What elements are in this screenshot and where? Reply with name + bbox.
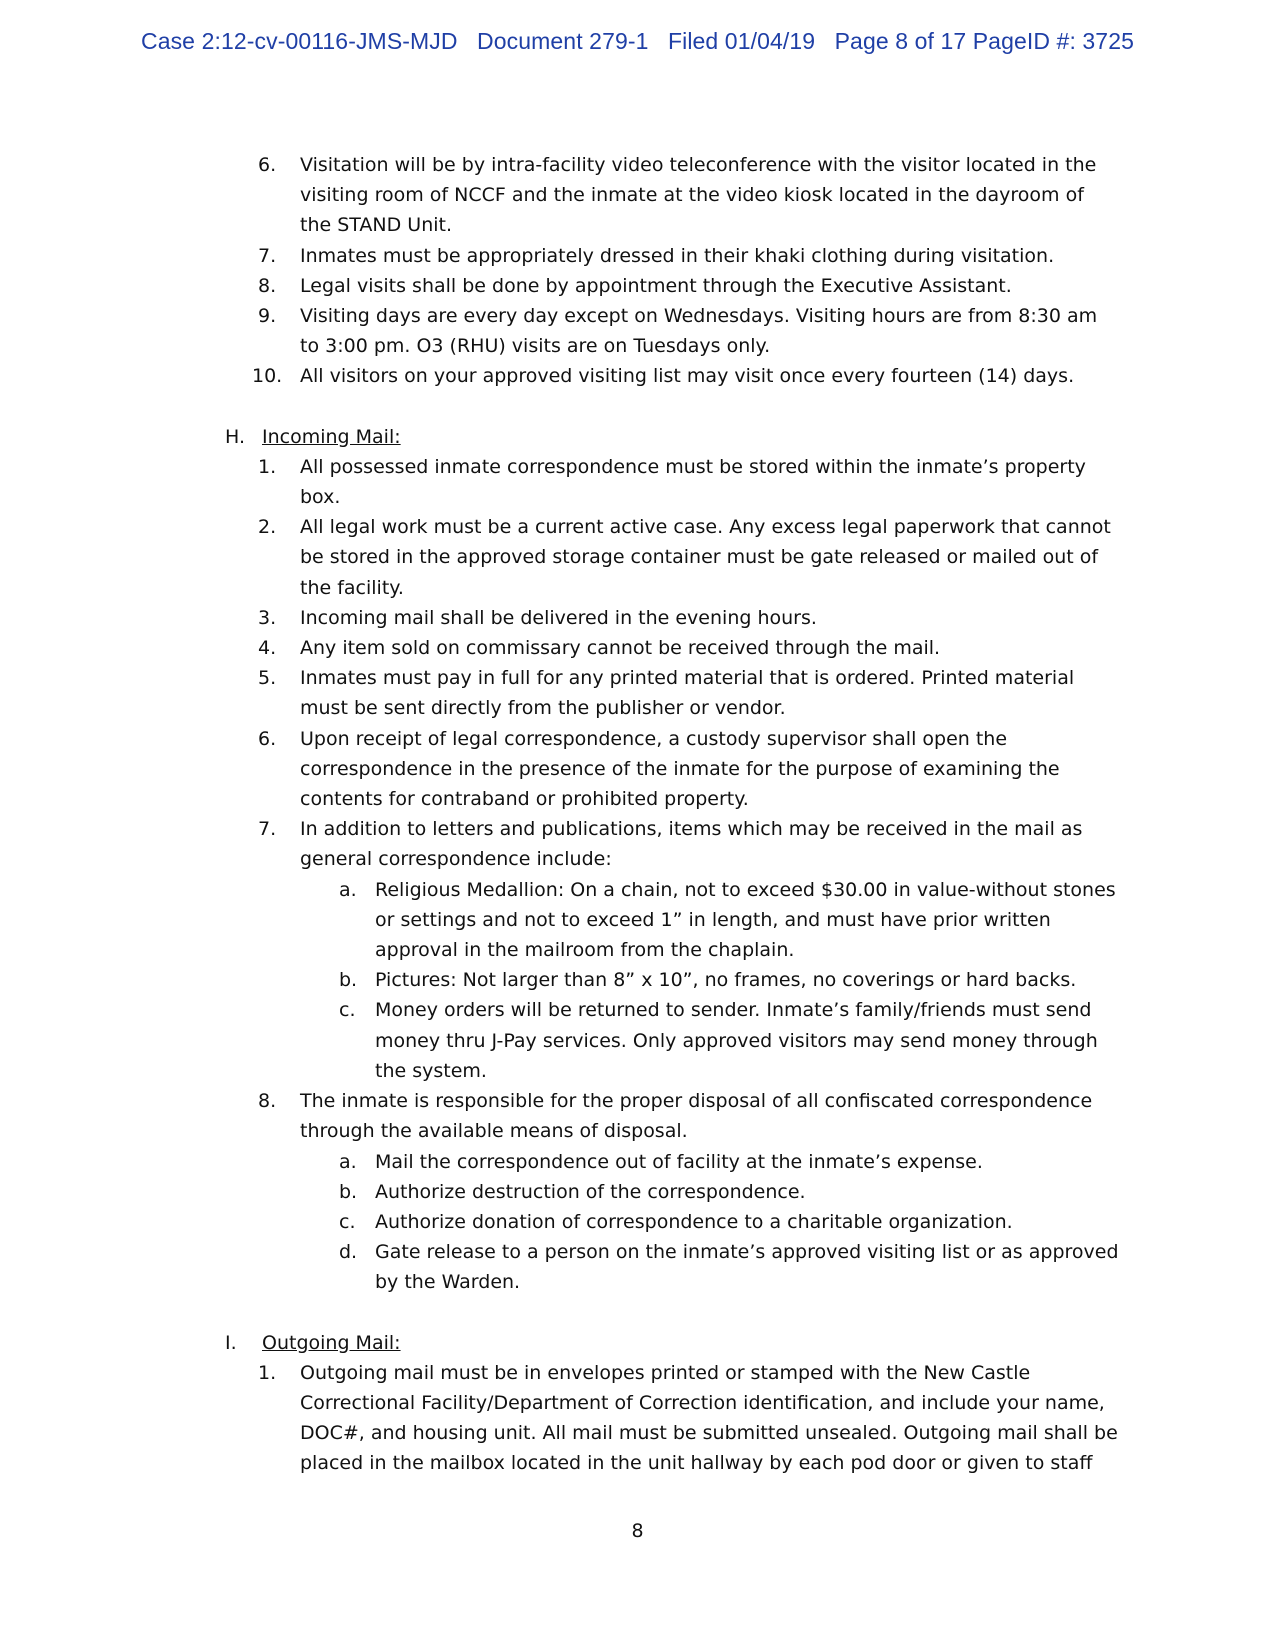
case-header: Case 2:12-cv-00116-JMS-MJD Document 279-1 Filed 01/04/19 Page 8 of 17 PageID #: 3725 <box>140 28 1134 54</box>
item-letter: a. <box>339 878 357 901</box>
list-item <box>0 512 1120 603</box>
item-number: 5. <box>258 667 277 690</box>
sub-list-item <box>0 875 1120 966</box>
item-text: Visitation will be by intra-facility video teleconference with the visitor located in the visiting room of NCCF and the inmate at the video kiosk located in the dayroom of the STAND Unit. <box>300 154 1097 237</box>
item-number: 6. <box>258 727 277 750</box>
item-number: 8. <box>258 1090 277 1113</box>
section-title: Incoming Mail: <box>262 425 401 448</box>
list-item <box>0 1358 1120 1479</box>
visitation-list <box>0 150 1275 392</box>
item-number: 4. <box>258 637 277 660</box>
item-text: Visiting days are every day except on Wednesdays. Visiting hours are from 8:30 am to 3:00 pm. O3 (RHU) visits are on Tuesdays only. <box>300 305 1098 358</box>
item-number: 6. <box>258 154 277 176</box>
section-title: Outgoing Mail: <box>262 1331 401 1354</box>
list-item <box>0 452 1120 512</box>
list-item <box>0 724 1120 815</box>
item-number: 7. <box>258 244 277 267</box>
item-text: Inmates must pay in full for any printed material that is ordered. Printed material must be sent directly from the publisher or vendor. <box>300 667 1075 720</box>
section-letter: I. <box>225 1331 237 1354</box>
sub-list-item <box>0 1147 1120 1177</box>
item-text: Inmates must be appropriately dressed in their khaki clothing during visitation. <box>300 244 1055 267</box>
list-item <box>0 814 1120 874</box>
item-number: 1. <box>258 455 277 478</box>
list-item <box>0 603 1120 633</box>
sub-list-item <box>0 1207 1120 1237</box>
item-letter: a. <box>339 1150 357 1173</box>
item-letter: c. <box>339 1210 356 1233</box>
item-number: 7. <box>258 818 277 841</box>
item-letter: b. <box>339 1180 358 1203</box>
sub-list-item <box>0 1237 1120 1297</box>
outgoing-mail-list <box>0 1358 1275 1479</box>
item-text: Outgoing mail must be in envelopes printed or stamped with the New Castle Correctional Facility/Department of Correction identification, and include your name, DOC#, and housing unit. All mail must be submitted unsealed. Outgoing mail shall be placed in the mailbox located in the unit hallway by each pod door or given to staff <box>300 1361 1118 1475</box>
item-text: The inmate is responsible for the proper disposal of all confiscated correspondence through the available means of disposal. <box>300 1090 1093 1143</box>
section-heading-outgoing-mail <box>0 1328 1275 1358</box>
list-item <box>0 1086 1120 1146</box>
item-text: All possessed inmate correspondence must be stored within the inmate’s property box. <box>300 455 1086 509</box>
item-letter: c. <box>339 999 356 1022</box>
item-text: Authorize destruction of the correspondence. <box>375 1180 806 1203</box>
item-text: Pictures: Not larger than 8” x 10”, no frames, no coverings or hard backs. <box>375 969 1077 992</box>
item-text: Authorize donation of correspondence to a charitable organization. <box>375 1210 1013 1233</box>
incoming-mail-list <box>0 452 1275 1298</box>
item-text: All visitors on your approved visiting list may visit once every fourteen (14) days. <box>300 365 1075 388</box>
section-heading-incoming-mail <box>0 422 1275 452</box>
item-text: All legal work must be a current active case. Any excess legal paperwork that cannot be stored in the approved storage container must be gate released or mailed out of the facility. <box>300 516 1111 599</box>
item-text: Any item sold on commissary cannot be received through the mail. <box>300 637 941 660</box>
section-letter: H. <box>225 425 245 448</box>
item-number: 1. <box>258 1361 277 1384</box>
item-number: 8. <box>258 274 277 297</box>
item-text: In addition to letters and publications, items which may be received in the mail as general correspondence include: <box>300 818 1083 871</box>
item-text: Money orders will be returned to sender. Inmate’s family/friends must send money thru J-Pay services. Only approved visitors may send money through the system. <box>375 999 1098 1082</box>
item-letter: d. <box>339 1241 358 1264</box>
item-text: Legal visits shall be done by appointment through the Executive Assistant. <box>300 274 1012 297</box>
page-number: 8 <box>631 1520 644 1542</box>
list-item <box>0 241 1120 271</box>
sub-list-item <box>0 995 1120 1086</box>
list-item <box>0 663 1120 723</box>
item-text: Religious Medallion: On a chain, not to exceed $30.00 in value-without stones or settings and not to exceed 1” in length, and must have prior written approval in the mailroom from the chaplain. <box>375 878 1116 962</box>
list-item <box>0 633 1120 663</box>
item-number: 2. <box>258 516 277 539</box>
list-item <box>0 271 1120 301</box>
sub-list-item <box>0 965 1120 995</box>
list-item <box>0 361 1120 391</box>
item-number: 3. <box>258 606 277 629</box>
item-number: 10. <box>252 365 283 388</box>
item-text: Gate release to a person on the inmate’s approved visiting list or as approved by the Warden. <box>375 1241 1119 1294</box>
item-letter: b. <box>339 969 358 992</box>
item-text: Mail the correspondence out of facility at the inmate’s expense. <box>375 1150 983 1173</box>
item-number: 9. <box>258 305 277 328</box>
document-body <box>0 150 1275 1479</box>
sub-list-item <box>0 1177 1120 1207</box>
list-item <box>0 301 1120 361</box>
item-text: Incoming mail shall be delivered in the evening hours. <box>300 606 817 629</box>
list-item <box>0 150 1120 241</box>
item-text: Upon receipt of legal correspondence, a custody supervisor shall open the correspondence in the presence of the inmate for the purpose of examining the contents for contraband or prohibited property. <box>300 727 1060 811</box>
